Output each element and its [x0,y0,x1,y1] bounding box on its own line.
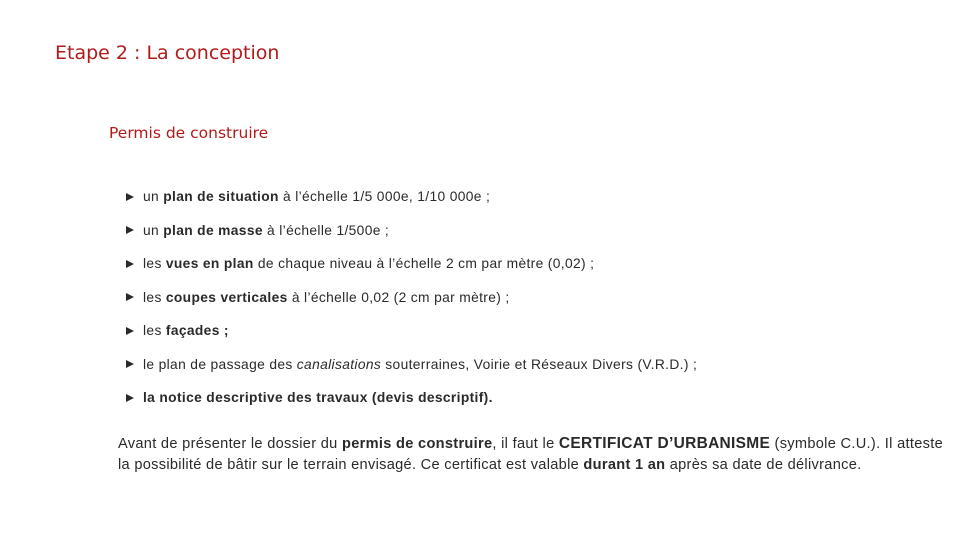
scanned-document [118,180,948,500]
bold-text: façades ; [165,323,229,339]
list-item [118,314,948,348]
list-item-text [143,223,389,238]
text-run: le plan de passage des [143,356,297,372]
list-item [118,180,948,214]
list-item [118,247,948,281]
list-item-text [143,357,697,372]
text-run: les [143,323,166,339]
text-run: un [143,189,164,205]
text-run: les [143,289,166,305]
requirements-list [118,180,948,415]
slide-title: Etape 2 : La conception [55,42,280,64]
list-item [118,281,948,315]
bold-text: vues en plan [165,256,254,272]
triangle-bullet-icon [126,360,134,368]
list-item-text [143,189,490,204]
triangle-bullet-icon [126,394,134,402]
text-run: souterraines, Voirie et Réseaux Divers (V.R.D.) ; [381,356,698,372]
list-item-text [143,323,229,338]
bold-text: la notice descriptive des travaux (devis descriptif). [143,390,493,406]
slide-subtitle: Permis de construire [109,124,269,142]
text-run: à l’échelle 0,02 (2 cm par mètre) ; [287,289,510,305]
triangle-bullet-icon [126,293,134,301]
italic-text: canalisations [296,356,382,372]
text-run: à l’échelle 1/500e ; [262,222,390,238]
list-item [118,348,948,382]
triangle-bullet-icon [126,193,134,201]
bold-text: plan de situation [163,189,279,205]
triangle-bullet-icon [126,226,134,234]
text-run: de chaque niveau à l’échelle 2 cm par mètre (0,02) ; [253,256,595,272]
text-run: (symbole C.U.). Il atteste la possibilité de bâtir sur le terrain envisagé. Ce certificat est valable [118,435,943,473]
caps-text: CERTIFICAT D’URBANISME [558,434,771,452]
text-run: , il faut le [492,435,559,452]
bold-text: permis de construire [341,435,493,452]
text-run: un [143,222,164,238]
list-item [118,214,948,248]
urbanism-certificate-note [118,433,943,476]
text-run: après sa date de délivrance. [665,456,862,473]
bold-text: coupes verticales [165,289,288,305]
list-item-text [143,390,493,405]
bold-text: durant 1 an [583,456,666,473]
list-item [118,381,948,415]
triangle-bullet-icon [126,327,134,335]
list-item-text [143,256,594,271]
text-run: les [143,256,166,272]
list-item-text [143,290,510,305]
text-run: Avant de présenter le dossier du [118,435,342,452]
bold-text: plan de masse [163,222,263,238]
text-run: à l’échelle 1/5 000e, 1/10 000e ; [278,189,491,205]
triangle-bullet-icon [126,260,134,268]
